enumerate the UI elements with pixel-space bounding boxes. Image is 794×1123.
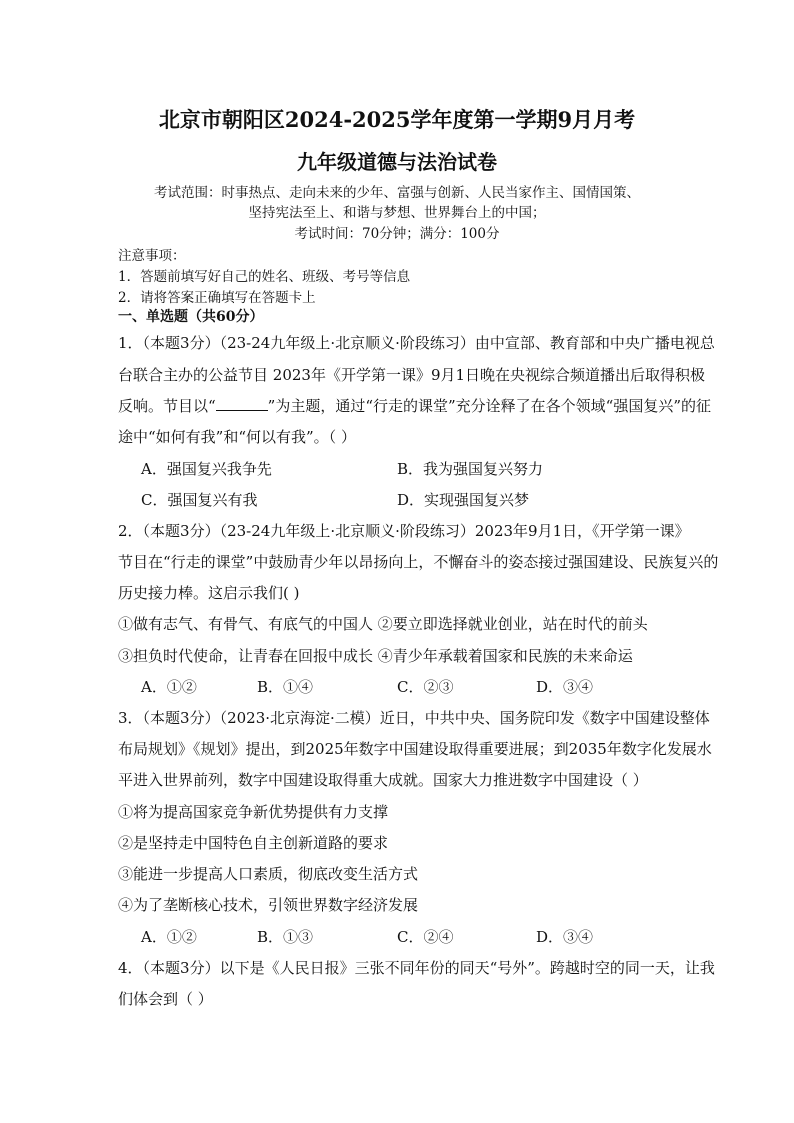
- q3-line-3: 平进入世界前列，数字中国建设取得重大成就。国家大力推进数字中国建设（ ）: [118, 771, 648, 789]
- exam-subtitle: 九年级道德与法治试卷: [297, 150, 497, 174]
- q3-statement-1: ①将为提高国家竞争新优势提供有力支撑: [118, 803, 389, 821]
- q2-option-b[interactable]: B．①④: [257, 678, 314, 696]
- q1-line-2: 台联合主办的公益节目 2023年《开学第一课》9月1日晚在央视综合频道播出后取得积极: [118, 366, 706, 384]
- note-item-1: 1．答题前填写好自己的姓名、班级、考号等信息: [118, 269, 411, 285]
- q2-statements-1-2: ①做有志气、有骨气、有底气的中国人 ②要立即选择就业创业，站在时代的前头: [118, 615, 648, 633]
- q1-answer-blank: [216, 398, 268, 411]
- q3-option-d[interactable]: D．③④: [536, 928, 594, 946]
- q3-option-a[interactable]: A．①②: [141, 928, 197, 946]
- q1-line-3-end: ”为主题，通过“行走的课堂”充分诠释了在各个领域“强国复兴”的征: [267, 397, 712, 415]
- exam-time-line: 考试时间：70分钟；满分：100分: [294, 226, 500, 242]
- q1-option-a[interactable]: A．强国复兴我争先: [141, 460, 272, 478]
- note-item-2: 2．请将答案正确填写在答题卡上: [118, 290, 316, 306]
- q2-line-1: 2．（本题3分）（23-24九年级上·北京顺义·阶段练习）2023年9月1日，《开学第一课》: [118, 522, 690, 540]
- q1-line-3: [118, 395, 711, 416]
- q2-option-c[interactable]: C．②③: [397, 678, 454, 696]
- q3-option-c[interactable]: C．②④: [397, 928, 454, 946]
- q2-statements-3-4: ③担负时代使命，让青春在回报中成长 ④青少年承载着国家和民族的未来命运: [118, 647, 633, 665]
- q2-option-d[interactable]: D．③④: [536, 678, 594, 696]
- q1-line-4: 途中“如何有我”和“何以有我”。（ ）: [118, 428, 356, 446]
- q1-option-b[interactable]: B．我为强国复兴努力: [397, 460, 544, 478]
- exam-scope-line-2: 坚持宪法至上、和谐与梦想、世界舞台上的中国；: [248, 205, 546, 221]
- section-heading-single-choice: 一、单选题（共60分）: [118, 309, 264, 325]
- exam-title: 北京市朝阳区2024-2025学年度第一学期9月月考: [158, 107, 636, 132]
- q1-option-c[interactable]: C．强国复兴有我: [141, 491, 258, 509]
- q1-line-3-start: 反响。节目以“: [118, 397, 216, 415]
- q3-statement-3: ③能进一步提高人口素质，彻底改变生活方式: [118, 865, 419, 883]
- notes-heading: 注意事项：: [118, 248, 186, 264]
- q4-line-2: 们体会到（ ）: [118, 990, 213, 1008]
- q2-line-3: 历史接力棒。这启示我们( ): [118, 584, 300, 602]
- q2-option-a[interactable]: A．①②: [141, 678, 197, 696]
- q3-statement-2: ②是坚持走中国特色自主创新道路的要求: [118, 834, 389, 852]
- q2-line-2: 节目在“行走的课堂”中鼓励青少年以昂扬向上，不懈奋斗的姿态接过强国建设、民族复兴的: [118, 553, 719, 571]
- q4-line-1: 4．（本题3分）以下是《人民日报》三张不同年份的同天“号外”。跨越时空的同一天，让我: [118, 959, 715, 977]
- q3-option-b[interactable]: B．①③: [257, 928, 314, 946]
- q3-line-2: 布局规划》《规划》提出，到2025年数字中国建设取得重要进展；到2035年数字化发展水: [118, 740, 712, 758]
- q1-line-1: 1．（本题3分）（23-24九年级上·北京顺义·阶段练习）由中宣部、教育部和中央广播电视总: [118, 334, 715, 352]
- exam-scope-line-1: 考试范围：时事热点、走向未来的少年、富强与创新、人民当家作主、国情国策、: [154, 185, 640, 201]
- q1-option-d[interactable]: D．实现强国复兴梦: [397, 491, 530, 509]
- q3-statement-4: ④为了垄断核心技术，引领世界数字经济发展: [118, 896, 419, 914]
- q3-line-1: 3．（本题3分）（2023·北京海淀·二模）近日，中共中央、国务院印发《数字中国建设整体: [118, 709, 710, 727]
